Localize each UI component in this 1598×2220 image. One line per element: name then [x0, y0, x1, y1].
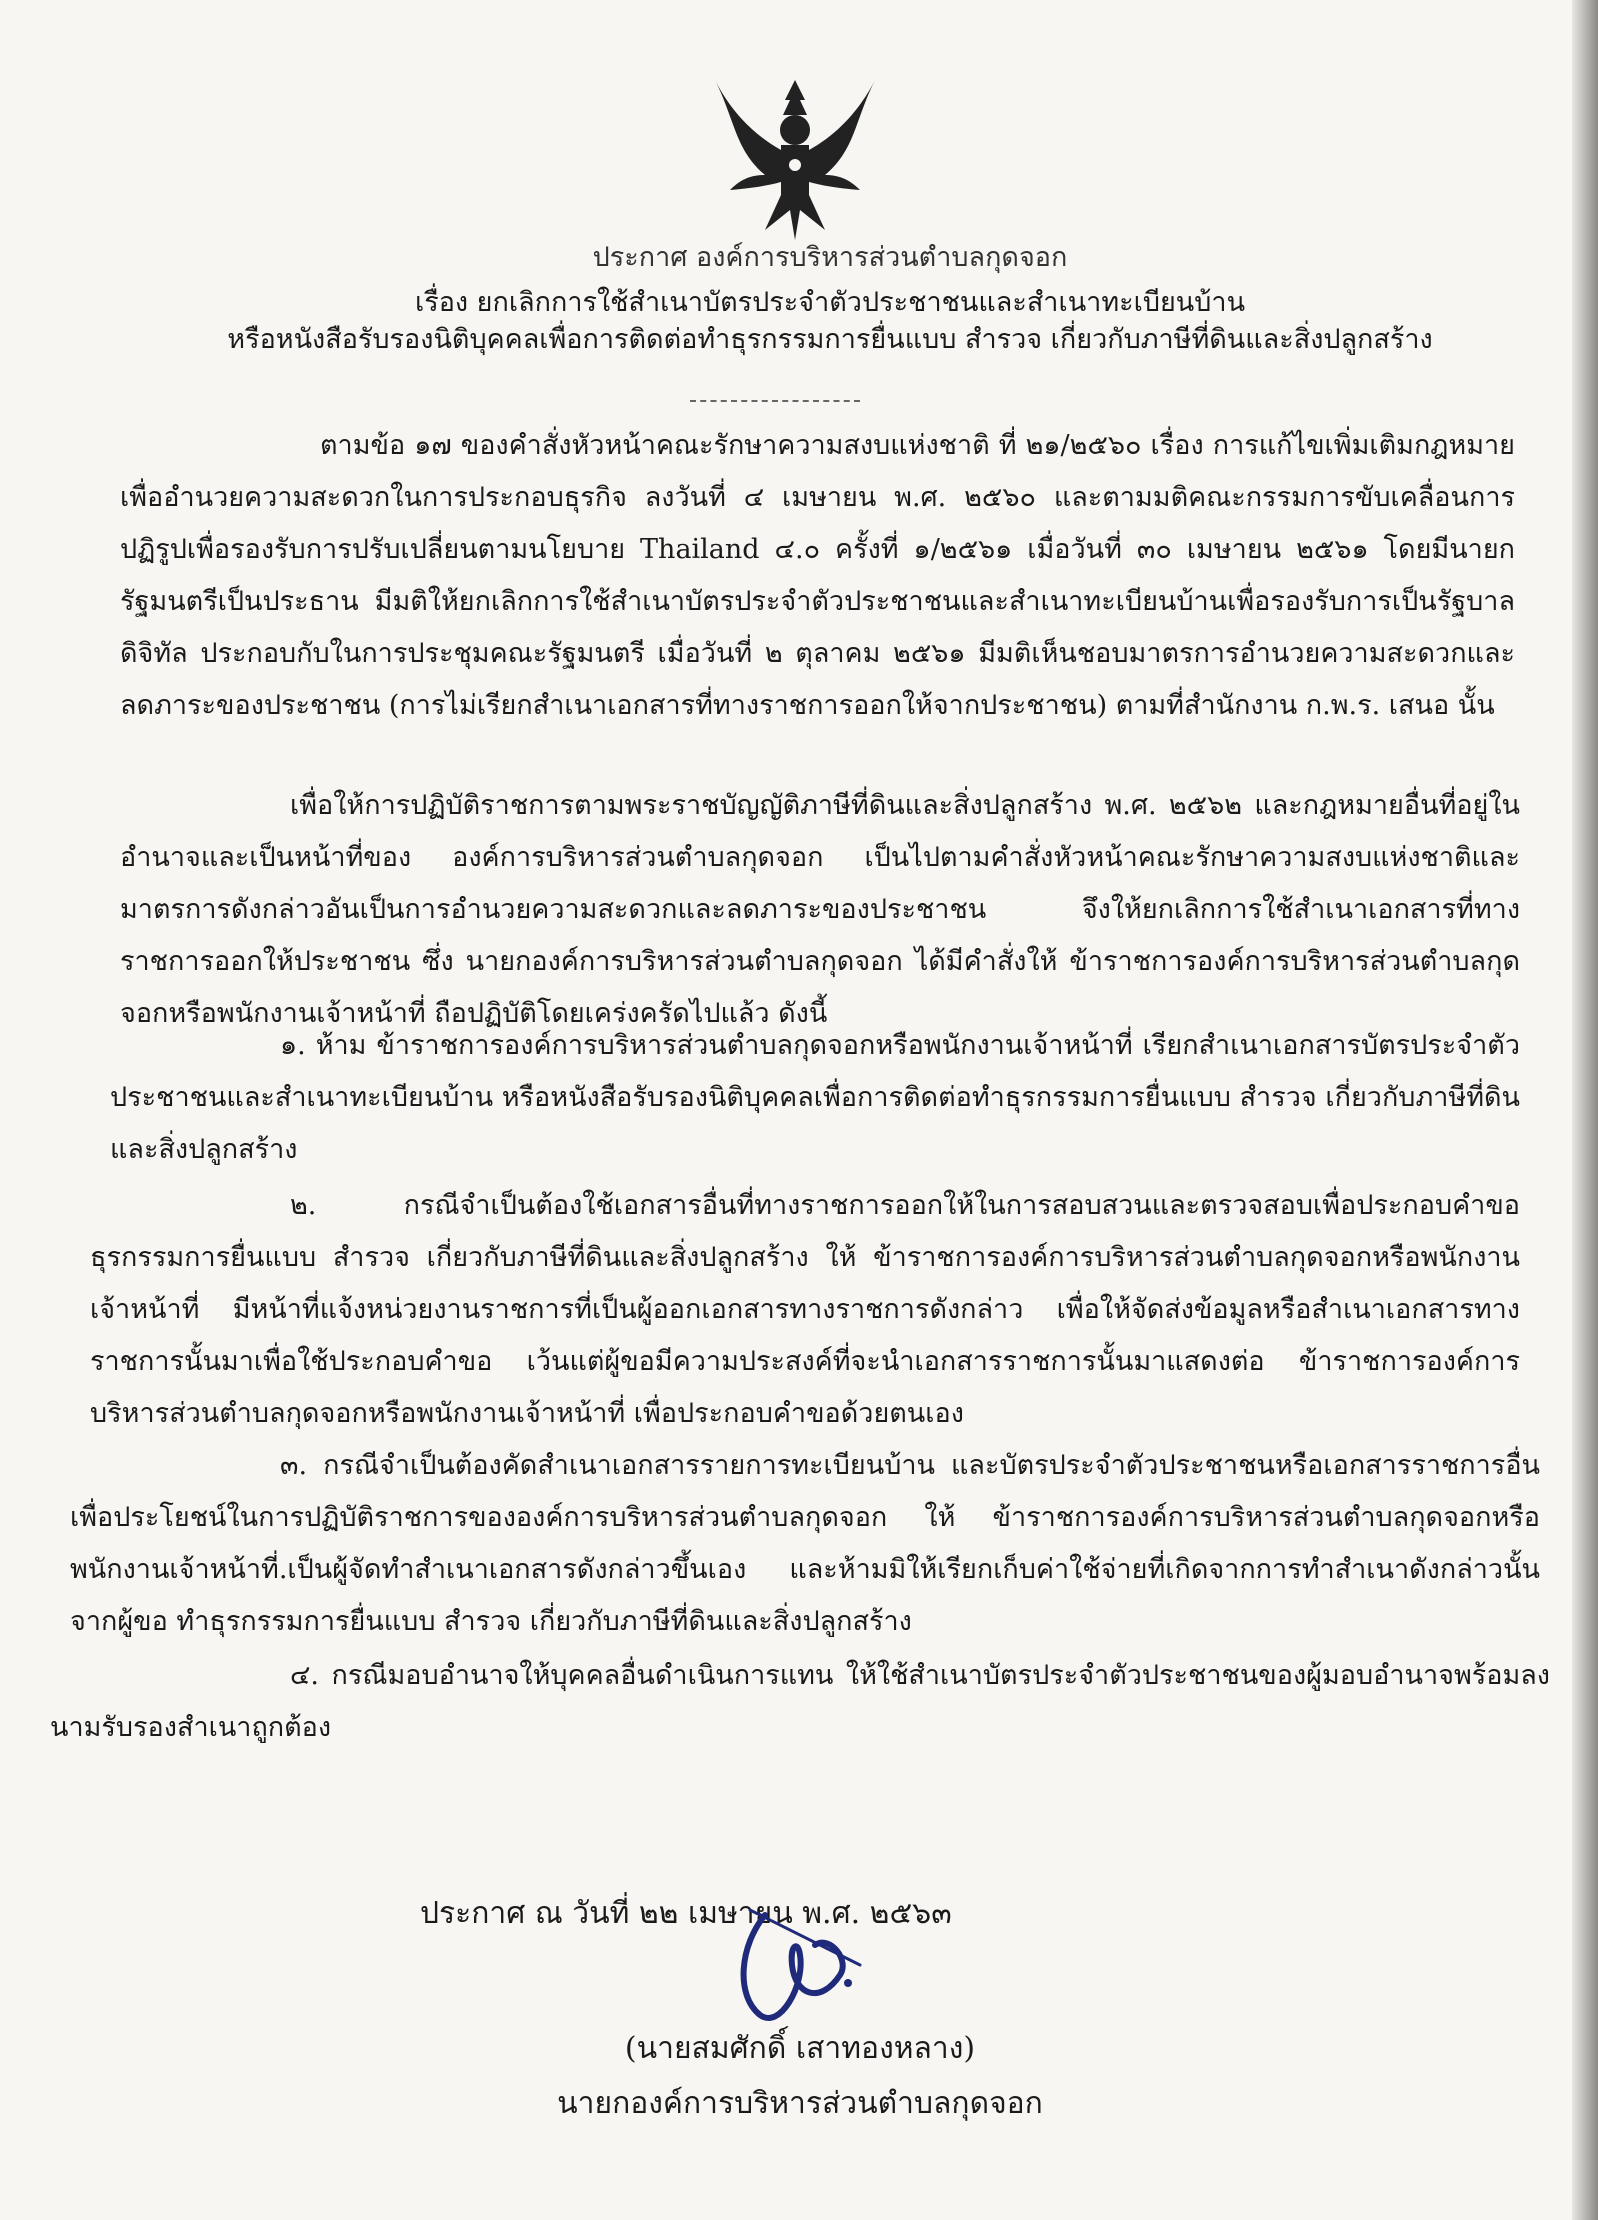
announcement-title: ประกาศ องค์การบริหารส่วนตำบลกุดจอก — [592, 242, 1068, 273]
handwritten-signature-icon — [720, 1905, 880, 2045]
announcement-date: ประกาศ ณ วันที่ ๒๒ เมษายน พ.ศ. ๒๕๖๓ — [420, 1896, 952, 1931]
list-item-3: ๓. กรณีจำเป็นต้องคัดสำเนาเอกสารรายการทะเบียนบ้าน และบัตรประจำตัวประชาชนหรือเอกสารราชการอื่น เพื่อประโยชน์ในการปฏิบัติราชการขององค์การบริหารส่วนตำบลกุดจอก ให้ ข้าราชการองค์การบริหารส่วนตำบลกุดจอกหรือพนักงานเจ้าหน้าที่.เป็นผู้จัดทำสำเนาเอกสารดังกล่าวขึ้นเอง และห้ามมิให้เรียกเก็บค่าใช้จ่ายที่เกิดจากการทำสำเนาดังกล่าวนั้นจากผู้ขอ ทำธุรกรรมการยื่นแบบ สำรวจ เกี่ยวกับภาษีที่ดินและสิ่งปลูกสร้าง — [70, 1450, 1540, 1637]
body-paragraph-1: ตามข้อ ๑๗ ของคำสั่งหัวหน้าคณะรักษาความสงบแห่งชาติ ที่ ๒๑/๒๕๖๐ เรื่อง การแก้ไขเพิ่มเติมกฎหมาย เพื่ออำนวยความสะดวกในการประกอบธุรกิจ ลงวันที่ ๔ เมษายน พ.ศ. ๒๕๖๐ และตามมติคณะกรรมการขับเคลื่อนการปฏิรูปเพื่อรองรับการปรับเปลี่ยนตามนโยบาย Thailand ๔.๐ ครั้งที่ ๑/๒๕๖๑ เมื่อวันที่ ๓๐ เมษายน ๒๕๖๑ โดยมีนายกรัฐมนตรีเป็นประธาน มีมติให้ยกเลิกการใช้สำเนาบัตรประจำตัวประชาชนและสำเนาทะเบียนบ้านเพื่อรองรับการเป็นรัฐบาลดิจิทัล ประกอบกับในการประชุมคณะรัฐมนตรี เมื่อวันที่ ๒ ตุลาคม ๒๕๖๑ มีมติเห็นชอบมาตรการอำนวยความสะดวกและลดภาระของประชาชน (การไม่เรียกสำเนาเอกสารที่ทางราชการออกให้จากประชาชน) ตามที่สำนักงาน ก.พ.ร. เสนอ นั้น — [120, 430, 1515, 721]
heading-divider — [690, 400, 860, 402]
announcement-subject: เรื่อง ยกเลิกการใช้สำเนาบัตรประจำตัวประชาชนและสำเนาทะเบียนบ้าน — [414, 287, 1246, 318]
signer-name: (นายสมศักดิ์ เสาทองหลาง) — [624, 2031, 976, 2066]
garuda-emblem-icon — [705, 60, 885, 250]
body-paragraph-2: เพื่อให้การปฏิบัติราชการตามพระราชบัญญัติภาษีที่ดินและสิ่งปลูกสร้าง พ.ศ. ๒๕๖๒ และกฎหมายอื่นที่อยู่ในอำนาจและเป็นหน้าที่ของ องค์การบริหารส่วนตำบลกุดจอก เป็นไปตามคำสั่งหัวหน้าคณะรักษาความสงบแห่งชาติและมาตรการดังกล่าวอันเป็นการอำนวยความสะดวกและลดภาระของประชาชน จึงให้ยกเลิกการใช้สำเนาเอกสารที่ทางราชการออกให้ประชาชน ซึ่ง นายกองค์การบริหารส่วนตำบลกุดจอก ได้มีคำสั่งให้ ข้าราชการองค์การบริหารส่วนตำบลกุดจอกหรือพนักงานเจ้าหน้าที่ ถือปฏิบัติโดยเคร่งครัดไปแล้ว ดังนี้ — [120, 790, 1520, 1029]
page-edge-shadow — [1572, 0, 1598, 2220]
list-item-1: ๑. ห้าม ข้าราชการองค์การบริหารส่วนตำบลกุดจอกหรือพนักงานเจ้าหน้าที่ เรียกสำเนาเอกสารบัตรประจำตัวประชาชนและสำเนาทะเบียนบ้าน หรือหนังสือรับรองนิติบุคคลเพื่อการติดต่อทำธุรกรรมการยื่นแบบ สำรวจ เกี่ยวกับภาษีที่ดินและสิ่งปลูกสร้าง — [110, 1030, 1520, 1165]
list-item-4: ๔. กรณีมอบอำนาจให้บุคคลอื่นดำเนินการแทน ให้ใช้สำเนาบัตรประจำตัวประชาชนของผู้มอบอำนาจพร้อมลงนามรับรองสำเนาถูกต้อง — [50, 1660, 1550, 1743]
list-item-2: ๒. กรณีจำเป็นต้องใช้เอกสารอื่นที่ทางราชการออกให้ในการสอบสวนและตรวจสอบเพื่อประกอบคำขอธุรกรรมการยื่นแบบ สำรวจ เกี่ยวกับภาษีที่ดินและสิ่งปลูกสร้าง ให้ ข้าราชการองค์การบริหารส่วนตำบลกุดจอกหรือพนักงานเจ้าหน้าที่ มีหน้าที่แจ้งหน่วยงานราชการที่เป็นผู้ออกเอกสารทางราชการดังกล่าว เพื่อให้จัดส่งข้อมูลหรือสำเนาเอกสารทางราชการนั้นมาเพื่อใช้ประกอบคำขอ เว้นแต่ผู้ขอมีความประสงค์ที่จะนำเอกสารราชการนั้นมาแสดงต่อ ข้าราชการองค์การบริหารส่วนตำบลกุดจอกหรือพนักงานเจ้าหน้าที่ เพื่อประกอบคำขอด้วยตนเอง — [90, 1190, 1520, 1429]
signer-position: นายกองค์การบริหารส่วนตำบลกุดจอก — [557, 2086, 1043, 2121]
announcement-subject-continued: หรือหนังสือรับรองนิติบุคคลเพื่อการติดต่อทำธุรกรรมการยื่นแบบ สำรวจ เกี่ยวกับภาษีที่ดินและสิ่งปลูกสร้าง — [227, 324, 1433, 355]
